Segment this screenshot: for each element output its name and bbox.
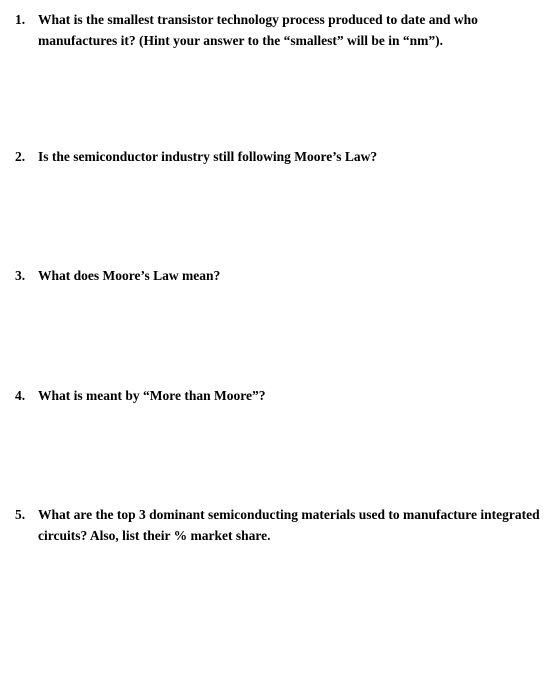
question-1 (15, 9, 545, 51)
question-5 (15, 504, 545, 546)
question-number: 1. (15, 12, 26, 27)
question-number: 2. (15, 149, 26, 164)
question-text: What is the smallest transistor technology process produced to date and who manufactures it? (Hint your answer to the “smallest” will be in “nm”). (38, 12, 478, 48)
question-text: Is the semiconductor industry still following Moore’s Law? (38, 149, 378, 164)
question-number: 3. (15, 268, 26, 283)
question-number: 5. (15, 507, 26, 522)
question-text: What does Moore’s Law mean? (38, 268, 221, 283)
question-text: What are the top 3 dominant semiconducting materials used to manufacture integrated circuits? Also, list their % market share. (38, 507, 540, 543)
question-4 (15, 385, 545, 406)
question-text: What is meant by “More than Moore”? (38, 388, 266, 403)
question-3 (15, 265, 545, 286)
question-2 (15, 146, 545, 167)
question-number: 4. (15, 388, 26, 403)
